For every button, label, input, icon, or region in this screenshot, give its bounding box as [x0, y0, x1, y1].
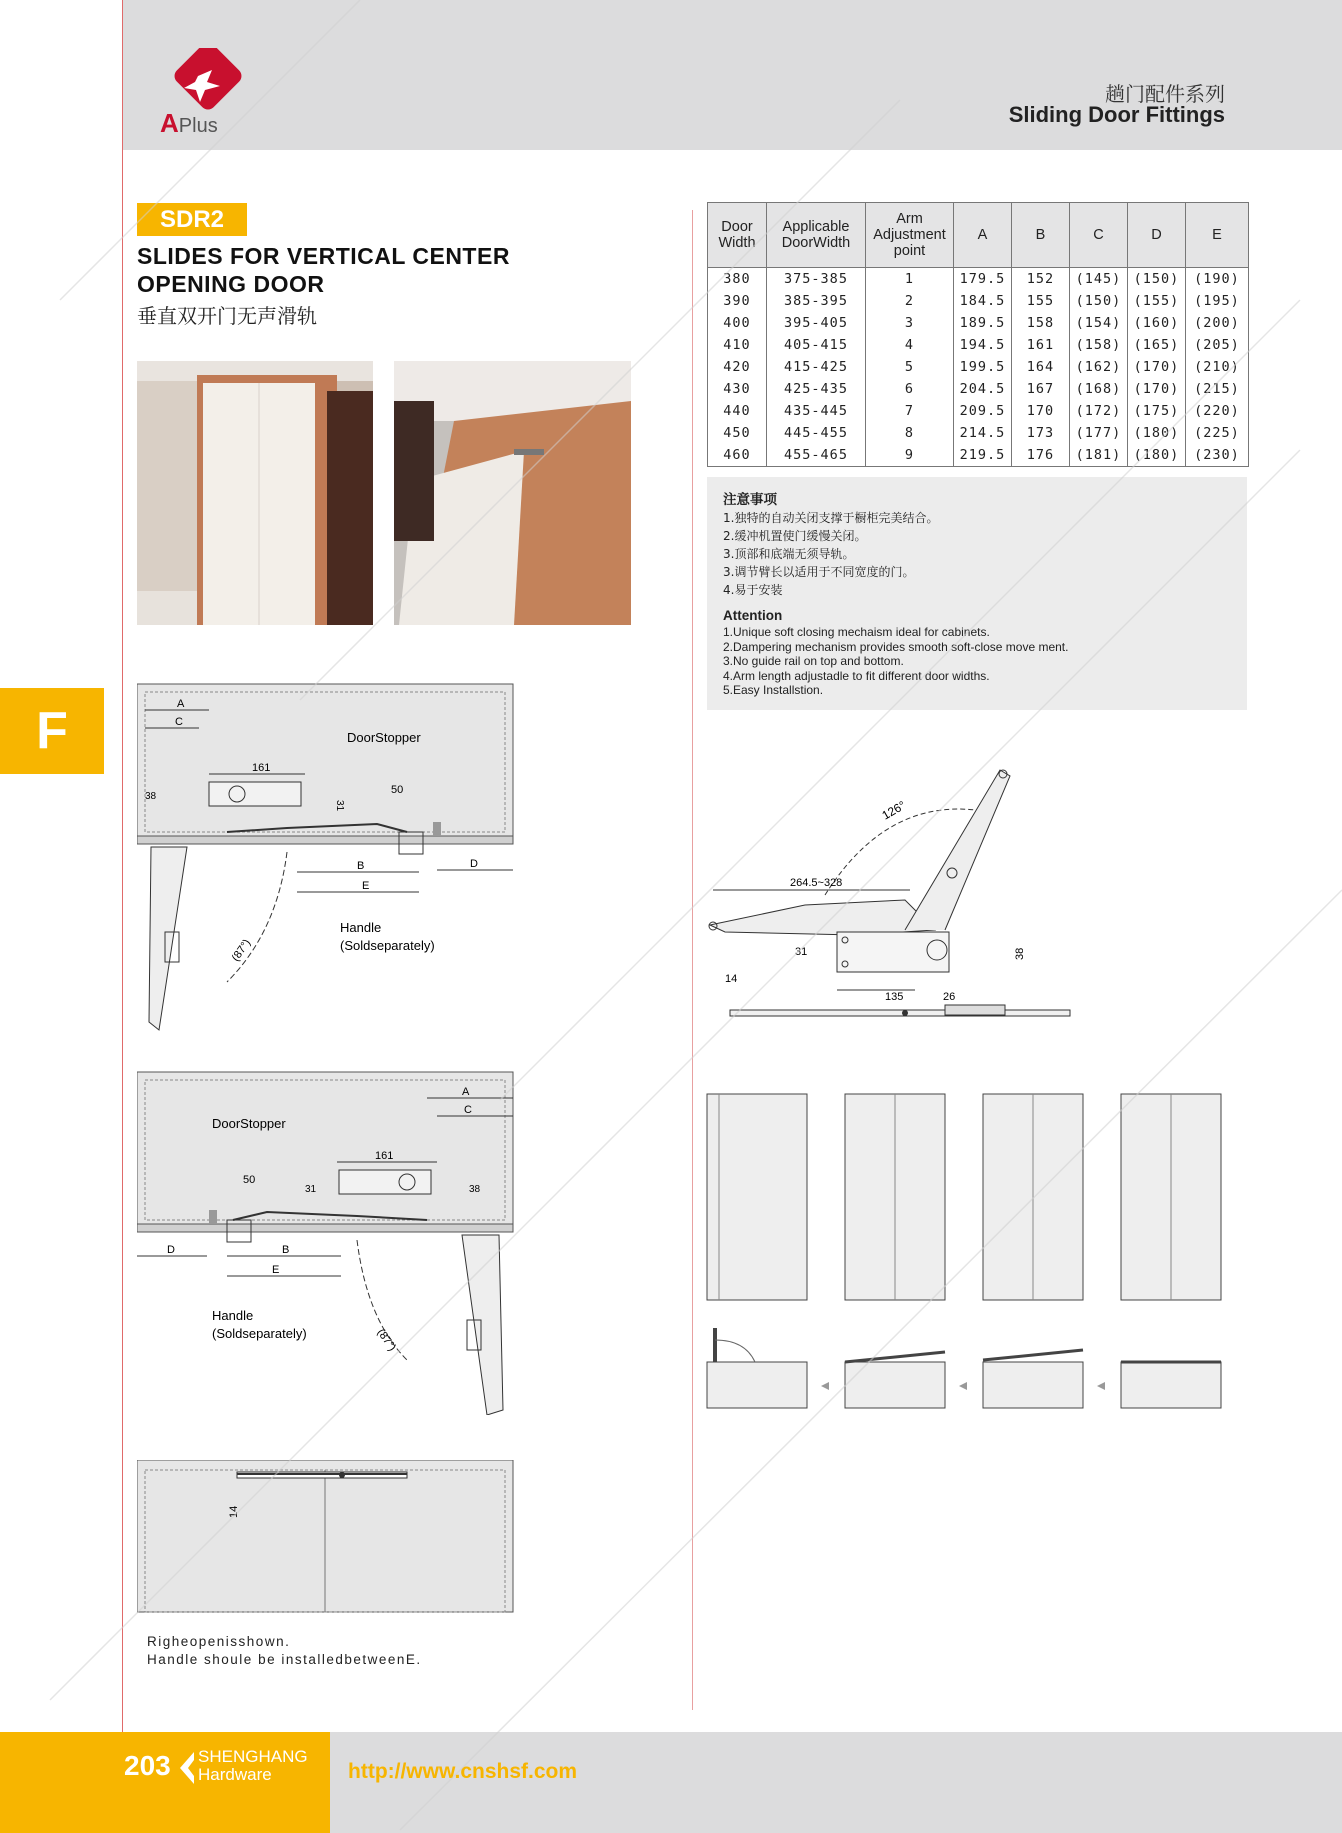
notes-en-heading: Attention: [723, 608, 783, 623]
dim-range: 264.5~328: [790, 877, 843, 889]
table-cell: 405-415: [767, 334, 866, 356]
table-cell: (145): [1070, 268, 1128, 291]
note-item: 4.易于安装: [723, 583, 783, 597]
table-cell: (150): [1070, 290, 1128, 312]
dim-c-label-2: C: [464, 1104, 472, 1116]
table-row: [708, 378, 1249, 400]
table-cell: (158): [1070, 334, 1128, 356]
table-cell: 435-445: [767, 400, 866, 422]
table-cell: 3: [866, 312, 954, 334]
footnote-line2: Handle shoule be installedbetweenE.: [147, 1652, 422, 1667]
table-cell: 440: [708, 400, 767, 422]
table-cell: 164: [1012, 356, 1070, 378]
table-cell: 460: [708, 444, 767, 467]
table-cell: (162): [1070, 356, 1128, 378]
chevron-left-icon: [178, 1750, 196, 1786]
footnote: [147, 1633, 422, 1669]
product-title-cn: 垂直双开门无声滑轨: [137, 304, 317, 328]
col-b: B: [1012, 203, 1070, 268]
top-view-diagram: [137, 1460, 517, 1615]
handle-note: (Soldseparately): [340, 938, 435, 953]
handle-note-2: (Soldseparately): [212, 1326, 307, 1341]
notes-panel: [707, 477, 1247, 710]
col-d: D: [1128, 203, 1186, 268]
installation-diagram-2: [137, 1070, 517, 1415]
table-cell: (160): [1128, 312, 1186, 334]
table-cell: (230): [1186, 444, 1249, 467]
note-item: 2.缓冲机置使门缓慢关闭。: [723, 529, 867, 543]
brand-logo-text: APlus: [160, 108, 218, 138]
dim-38-2: 38: [469, 1184, 481, 1195]
table-row: [708, 356, 1249, 378]
left-margin-rule: [122, 0, 123, 1833]
table-cell: (220): [1186, 400, 1249, 422]
table-cell: 176: [1012, 444, 1070, 467]
col-arm-point: Arm Adjustment point: [866, 203, 954, 268]
table-cell: 450: [708, 422, 767, 444]
note-item: 3.调节臂长以适用于不同宽度的门。: [723, 565, 915, 579]
table-row: [708, 312, 1249, 334]
table-cell: (181): [1070, 444, 1128, 467]
table-cell: (172): [1070, 400, 1128, 422]
table-cell: 179.5: [954, 268, 1012, 291]
table-cell: 155: [1012, 290, 1070, 312]
note-item: 4.Arm length adjustadle to fit different door widths.: [723, 668, 990, 683]
dim-38: 38: [145, 791, 157, 802]
dim-b-label-2: B: [282, 1244, 290, 1256]
table-row: [708, 400, 1249, 422]
col-a: A: [954, 203, 1012, 268]
table-row: [708, 444, 1249, 467]
col-e: E: [1186, 203, 1249, 268]
note-item: 3.No guide rail on top and bottom.: [723, 654, 904, 668]
table-cell: 170: [1012, 400, 1070, 422]
table-cell: (180): [1128, 422, 1186, 444]
dim-31: 31: [334, 800, 345, 812]
dim-a-label: A: [177, 698, 185, 710]
series-title-cn: 趟门配件系列: [1105, 82, 1225, 106]
angle-87: (87°): [229, 937, 254, 964]
table-cell: 1: [866, 268, 954, 291]
table-cell: 395-405: [767, 312, 866, 334]
angle-87-2: (87°): [374, 1326, 399, 1354]
table-cell: 8: [866, 422, 954, 444]
table-cell: 455-465: [767, 444, 866, 467]
footer-brand-line2: Hardware: [198, 1765, 272, 1784]
dim-38-right: 38: [1014, 947, 1026, 960]
table-cell: 167: [1012, 378, 1070, 400]
table-cell: 161: [1012, 334, 1070, 356]
note-item: 2.Dampering mechanism provides smooth soft-close move ment.: [723, 639, 1069, 654]
note-item: 1.独特的自动关闭支撑于橱柜完美结合。: [723, 511, 939, 525]
table-cell: 158: [1012, 312, 1070, 334]
dim-c-label: C: [175, 716, 183, 728]
product-title-line2: OPENING DOOR: [137, 271, 325, 297]
dim-a-label-2: A: [462, 1086, 470, 1098]
door-sequence-diagram: [705, 1090, 1225, 1420]
table-cell: 7: [866, 400, 954, 422]
table-cell: (180): [1128, 444, 1186, 467]
dim-31-2: 31: [305, 1184, 317, 1195]
product-photo-cabinet: [137, 361, 373, 625]
table-cell: (168): [1070, 378, 1128, 400]
table-cell: 209.5: [954, 400, 1012, 422]
col-applicable-width: Applicable DoorWidth: [767, 203, 866, 268]
table-cell: 400: [708, 312, 767, 334]
dim-14: 14: [228, 1505, 240, 1518]
table-cell: 5: [866, 356, 954, 378]
table-cell: (225): [1186, 422, 1249, 444]
table-header-row: [708, 203, 1249, 268]
table-cell: 2: [866, 290, 954, 312]
dim-161-2: 161: [375, 1150, 394, 1162]
table-cell: 189.5: [954, 312, 1012, 334]
dim-14-right: 14: [725, 973, 738, 985]
table-row: [708, 290, 1249, 312]
table-row: [708, 422, 1249, 444]
col-door-width: Door Width: [708, 203, 767, 268]
page-number: 203: [124, 1750, 171, 1781]
model-tag: SDR2: [137, 203, 247, 236]
column-divider: [692, 210, 693, 1710]
dim-31-right: 31: [795, 946, 808, 958]
series-title-en: Sliding Door Fittings: [1008, 102, 1225, 127]
table-cell: (200): [1186, 312, 1249, 334]
table-cell: 420: [708, 356, 767, 378]
dim-161: 161: [252, 762, 271, 774]
table-cell: 6: [866, 378, 954, 400]
door-stopper-label-2: DoorStopper: [212, 1116, 286, 1131]
table-cell: (175): [1128, 400, 1186, 422]
notes-cn-heading: 注意事项: [723, 492, 777, 508]
table-cell: (210): [1186, 356, 1249, 378]
table-cell: 194.5: [954, 334, 1012, 356]
table-cell: 390: [708, 290, 767, 312]
handle-label-2: Handle: [212, 1308, 254, 1323]
table-cell: 385-395: [767, 290, 866, 312]
table-cell: 152: [1012, 268, 1070, 291]
table-cell: (195): [1186, 290, 1249, 312]
product-photo-detail: [394, 361, 631, 625]
table-row: [708, 268, 1249, 291]
dim-50-2: 50: [243, 1174, 256, 1186]
table-cell: 9: [866, 444, 954, 467]
hinge-dimension-diagram: [705, 760, 1085, 1030]
col-c: C: [1070, 203, 1128, 268]
door-stopper-label: DoorStopper: [347, 730, 421, 745]
table-cell: 380: [708, 268, 767, 291]
angle-126: 126°: [879, 798, 909, 823]
dim-26: 26: [943, 991, 956, 1003]
dim-e-label: E: [362, 880, 370, 892]
table-cell: (190): [1186, 268, 1249, 291]
handle-label: Handle: [340, 920, 382, 935]
table-row: [708, 334, 1249, 356]
dim-135: 135: [885, 991, 904, 1003]
table-cell: 184.5: [954, 290, 1012, 312]
dim-d-label: D: [470, 858, 478, 870]
table-cell: 173: [1012, 422, 1070, 444]
note-item: 5.Easy Installstion.: [723, 683, 824, 697]
table-cell: 4: [866, 334, 954, 356]
footer-brand-line1: SHENGHANG: [198, 1747, 308, 1766]
spec-table: [707, 202, 1249, 467]
footer-brand: [198, 1748, 308, 1784]
product-title-line1: SLIDES FOR VERTICAL CENTER: [137, 243, 510, 269]
table-cell: 204.5: [954, 378, 1012, 400]
table-cell: 199.5: [954, 356, 1012, 378]
table-cell: 425-435: [767, 378, 866, 400]
note-item: 1.Unique soft closing mechaism ideal for cabinets.: [723, 625, 990, 639]
table-cell: (215): [1186, 378, 1249, 400]
dim-d-label-2: D: [167, 1244, 175, 1256]
table-cell: (165): [1128, 334, 1186, 356]
note-item: 3.顶部和底端无须导轨。: [723, 547, 855, 561]
table-cell: (155): [1128, 290, 1186, 312]
table-cell: 375-385: [767, 268, 866, 291]
dim-50: 50: [391, 784, 404, 796]
dim-e-label-2: E: [272, 1264, 280, 1276]
dim-b-label: B: [357, 860, 365, 872]
table-cell: (177): [1070, 422, 1128, 444]
table-cell: 214.5: [954, 422, 1012, 444]
table-cell: (150): [1128, 268, 1186, 291]
table-cell: 430: [708, 378, 767, 400]
table-cell: 410: [708, 334, 767, 356]
table-cell: 415-425: [767, 356, 866, 378]
table-cell: 445-455: [767, 422, 866, 444]
product-title: [137, 242, 510, 298]
table-cell: (170): [1128, 378, 1186, 400]
table-cell: (170): [1128, 356, 1186, 378]
table-cell: (154): [1070, 312, 1128, 334]
footnote-line1: Righeopenisshown.: [147, 1634, 291, 1649]
section-tab: F: [0, 688, 104, 774]
table-cell: (205): [1186, 334, 1249, 356]
website-link[interactable]: http://www.cnshsf.com: [348, 1760, 578, 1783]
installation-diagram-1: [137, 682, 517, 1037]
table-cell: 219.5: [954, 444, 1012, 467]
